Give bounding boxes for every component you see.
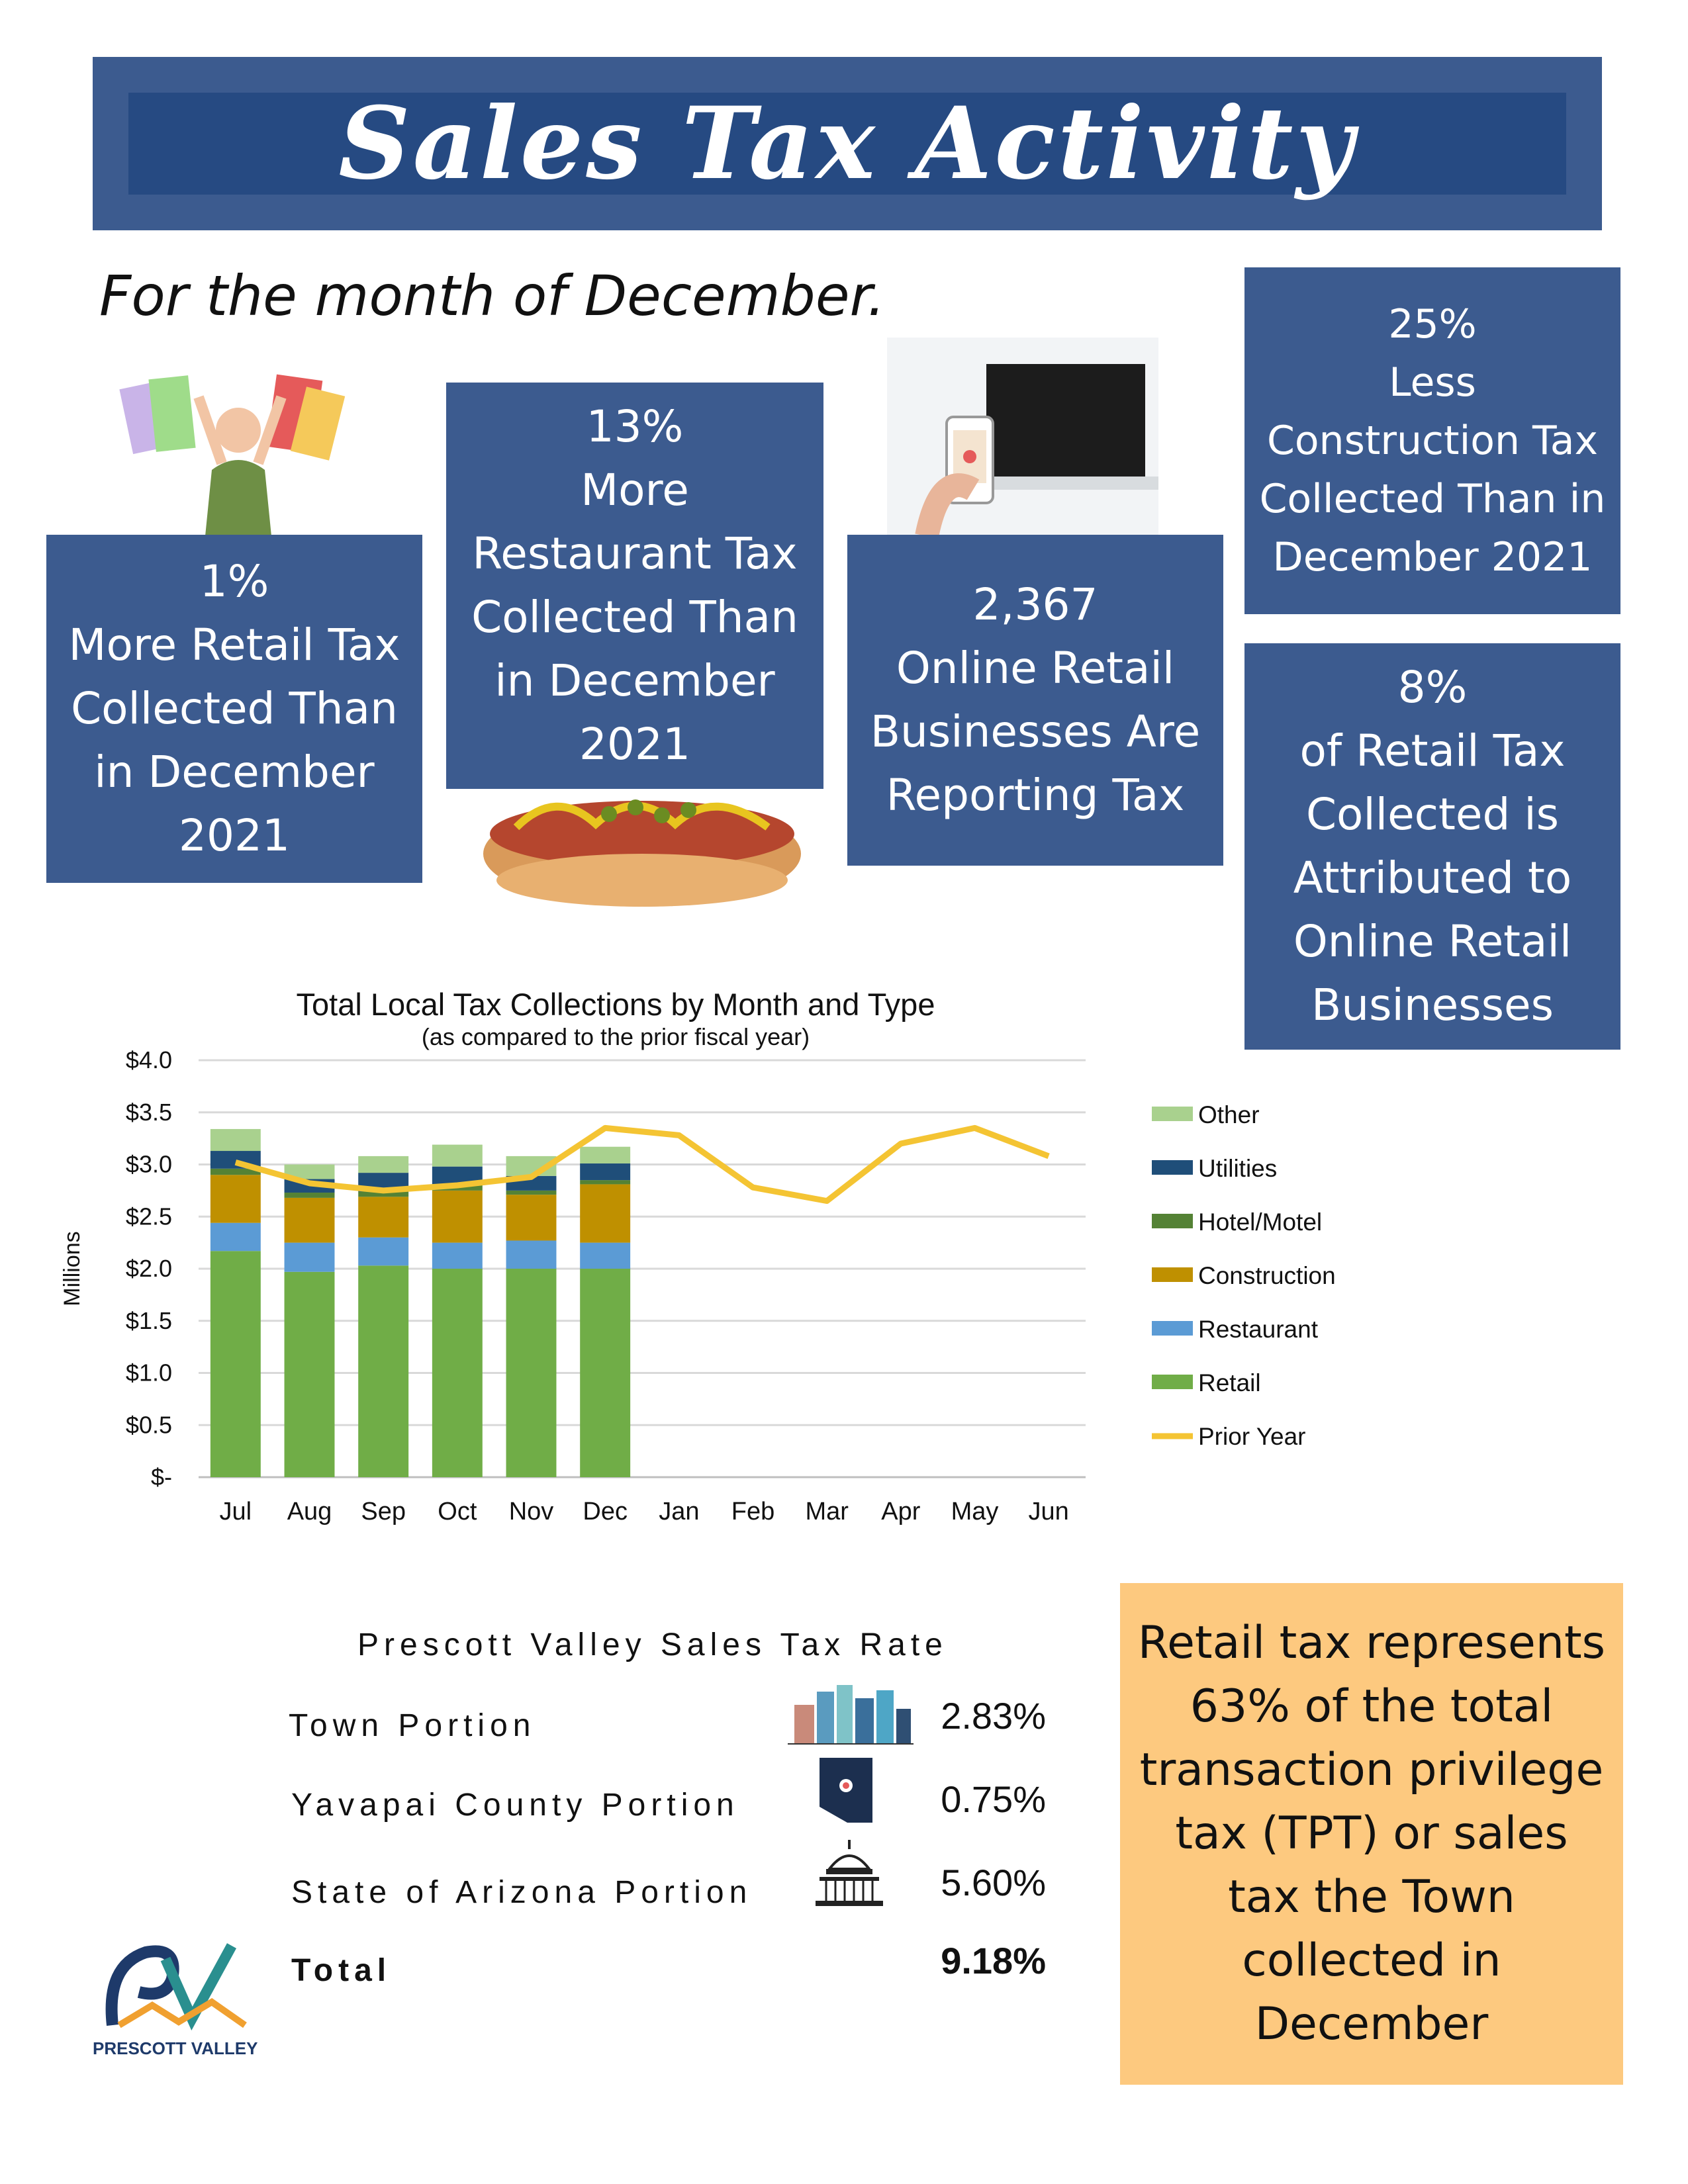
bar-restaurant (211, 1223, 261, 1251)
legend-swatch (1152, 1321, 1193, 1336)
y-tick-label: $2.0 (125, 1255, 172, 1282)
legend-label: Retail (1198, 1369, 1261, 1396)
bar-restaurant (358, 1238, 408, 1266)
prescott-valley-logo-icon (99, 1939, 252, 2038)
rate-value-county: 0.75% (941, 1778, 1046, 1820)
bar-retail (506, 1269, 557, 1477)
x-tick-label: Nov (508, 1498, 554, 1525)
bar-retail (432, 1269, 483, 1477)
stat-online-businesses (847, 535, 1223, 866)
stat-value: 1% (199, 556, 269, 607)
legend-label: Utilities (1198, 1155, 1278, 1182)
stat-line: Online Retail (1293, 916, 1572, 967)
tax-rate-title: Prescott Valley Sales Tax Rate (357, 1627, 948, 1662)
stat-line: Less (1389, 359, 1476, 406)
x-tick-label: Sep (361, 1498, 406, 1525)
bar-restaurant (432, 1243, 483, 1269)
page-subtitle: For the month of December. (99, 263, 886, 328)
stat-line: 2021 (179, 810, 290, 861)
bar-retail (285, 1272, 335, 1477)
x-tick-label: Oct (438, 1498, 477, 1525)
city-buildings-icon (788, 1678, 914, 1745)
stat-construction-tax (1244, 267, 1620, 614)
logo-text: PRESCOTT VALLEY (93, 2038, 258, 2058)
stat-line: Restaurant Tax (472, 528, 798, 579)
legend-label: Construction (1198, 1262, 1336, 1289)
stat-value: 25% (1388, 301, 1477, 347)
x-tick-label: Feb (731, 1498, 775, 1525)
stat-retail-tax (46, 535, 422, 883)
y-tick-label: $0.5 (125, 1411, 172, 1439)
rate-label-state: State of Arizona Portion (291, 1875, 753, 1910)
x-tick-label: May (951, 1498, 999, 1525)
chart-subtitle: (as compared to the prior fiscal year) (421, 1023, 810, 1050)
stat-line: 2021 (579, 719, 690, 770)
stat-value: 2,367 (972, 579, 1098, 630)
capitol-dome-icon (813, 1837, 886, 1910)
bar-construction (506, 1195, 557, 1240)
shopper-photo-icon (113, 357, 351, 536)
bar-retail (358, 1265, 408, 1477)
stat-line: Businesses Are (870, 706, 1201, 757)
y-tick-label: $1.0 (125, 1359, 172, 1387)
bar-construction (358, 1197, 408, 1237)
stat-line: of Retail Tax (1299, 725, 1566, 776)
bar-other (432, 1145, 483, 1167)
stat-value: 13% (586, 401, 684, 452)
legend-label: Hotel/Motel (1198, 1208, 1323, 1236)
stat-line: Businesses (1311, 979, 1554, 1030)
rate-label-county: Yavapai County Portion (291, 1788, 739, 1823)
bar-hotel-motel (580, 1180, 630, 1184)
legend-label: Restaurant (1198, 1316, 1318, 1343)
bar-construction (285, 1198, 335, 1243)
bar-construction (580, 1184, 630, 1242)
stat-value: 8% (1397, 662, 1468, 713)
stat-line: Collected Than (71, 683, 398, 734)
bar-construction (211, 1175, 261, 1222)
bar-other (358, 1156, 408, 1173)
y-tick-label: $3.5 (125, 1098, 172, 1126)
callout-text: Retail tax represents 63% of the total transaction privilege tax (TPT) or sales tax the Town collected in December (1137, 1617, 1606, 2050)
rate-value-state: 5.60% (941, 1862, 1046, 1903)
stat-line: Attributed to (1293, 852, 1572, 903)
x-tick-label: Jul (219, 1498, 252, 1525)
rate-value-town: 2.83% (941, 1695, 1046, 1737)
bar-restaurant (506, 1240, 557, 1269)
stat-line: Collected Than in (1259, 476, 1606, 522)
x-tick-label: Jan (659, 1498, 700, 1525)
bar-other (211, 1129, 261, 1151)
legend-swatch (1152, 1375, 1193, 1389)
x-tick-label: Mar (805, 1498, 849, 1525)
bar-construction (432, 1191, 483, 1243)
bar-restaurant (285, 1243, 335, 1272)
stat-line: More Retail Tax (68, 619, 400, 670)
bar-hotel-motel (285, 1193, 335, 1198)
bar-utilities (580, 1163, 630, 1180)
page-title: Sales Tax Activity (338, 85, 1356, 202)
y-tick-label: $4.0 (125, 1046, 172, 1073)
legend-swatch (1152, 1160, 1193, 1175)
stat-line: Collected Than (471, 592, 798, 643)
rate-label-total: Total (291, 1953, 392, 1988)
y-tick-label: $- (150, 1463, 172, 1490)
bar-hotel-motel (506, 1191, 557, 1195)
stat-line: in December (94, 747, 375, 797)
legend-label: Other (1198, 1101, 1260, 1128)
stat-restaurant-tax (446, 383, 823, 789)
legend-label: Prior Year (1198, 1423, 1306, 1450)
retail-share-callout (1120, 1583, 1623, 2085)
rate-label-town: Town Portion (289, 1708, 536, 1743)
legend-swatch (1152, 1214, 1193, 1228)
y-tick-label: $3.0 (125, 1150, 172, 1178)
stat-line: Collected is (1305, 789, 1560, 840)
stat-line: Reporting Tax (886, 770, 1185, 821)
stat-line: in December (494, 655, 775, 706)
x-tick-label: Aug (287, 1498, 332, 1525)
tax-collections-chart (40, 973, 1364, 1542)
chart-title: Total Local Tax Collections by Month and Type (296, 987, 935, 1022)
y-tick-label: $2.5 (125, 1203, 172, 1230)
x-tick-label: Jun (1028, 1498, 1069, 1525)
stat-line: Online Retail (896, 643, 1175, 694)
y-axis-label: Millions (60, 1231, 85, 1306)
stat-line: Construction Tax (1266, 418, 1599, 464)
y-tick-label: $1.5 (125, 1306, 172, 1334)
bar-retail (211, 1251, 261, 1477)
bar-other (580, 1147, 630, 1163)
x-tick-label: Apr (881, 1498, 921, 1525)
arizona-map-icon (814, 1754, 878, 1827)
legend-swatch (1152, 1107, 1193, 1121)
stat-line: December 2021 (1272, 534, 1593, 580)
rate-value-total: 9.18% (941, 1940, 1046, 1981)
smartphone-laptop-photo-icon (887, 338, 1158, 536)
bar-restaurant (580, 1243, 630, 1269)
bar-retail (580, 1269, 630, 1477)
legend-swatch (1152, 1267, 1193, 1282)
x-tick-label: Dec (583, 1498, 628, 1525)
stat-line: More (581, 465, 689, 516)
